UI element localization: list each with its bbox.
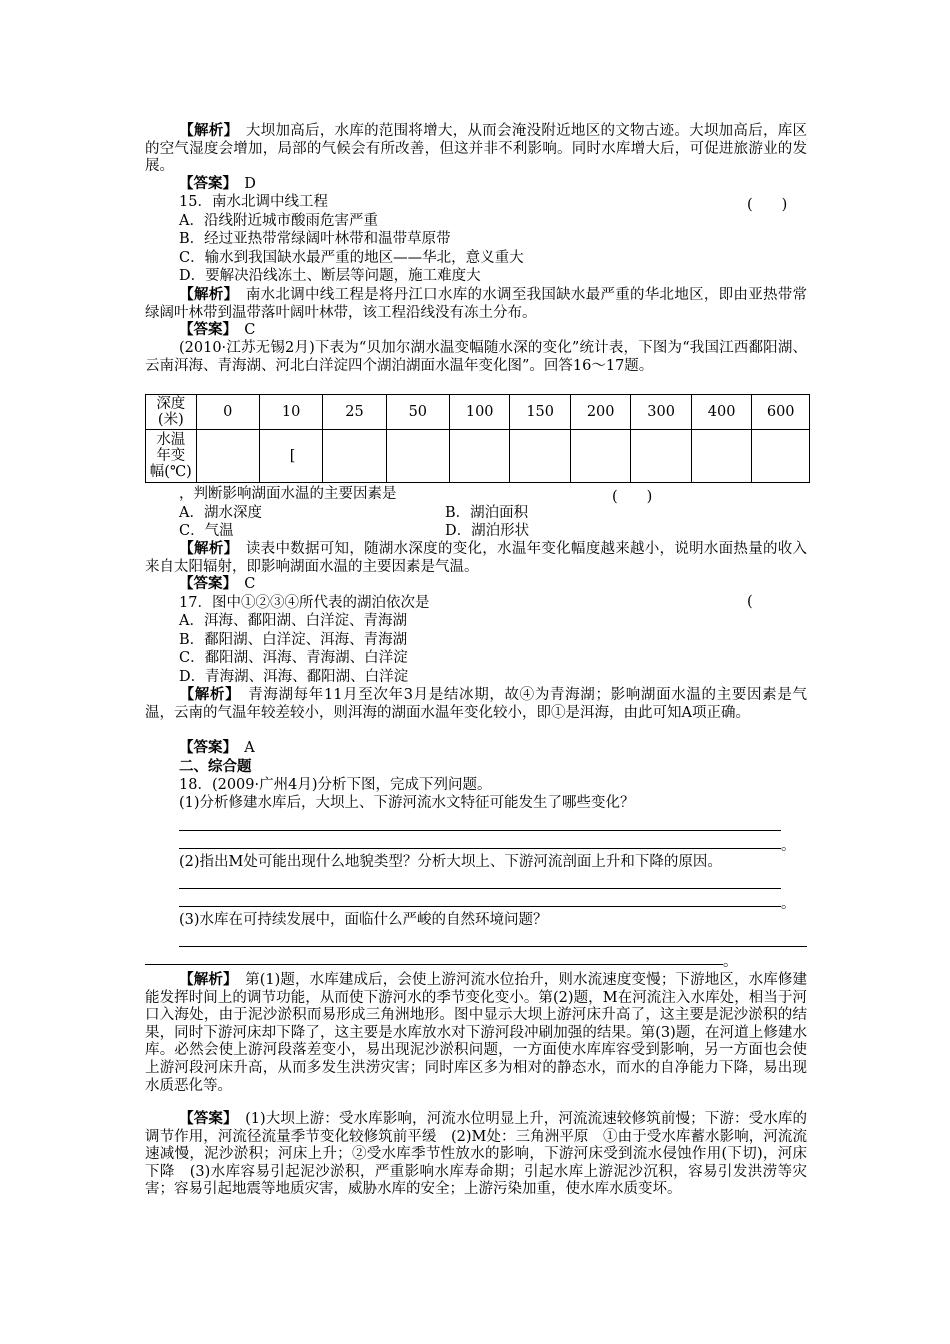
q16-answer <box>179 575 255 593</box>
q17-answer-value: A <box>244 740 255 756</box>
depth-cell: 25 <box>323 395 386 430</box>
q16-option-d: D．湖泊形状 <box>445 523 530 539</box>
q17-answer-paren: ( <box>747 594 753 610</box>
q15-option-b: B．经过亚热带常绿阔叶林带和温带草原带 <box>179 231 451 247</box>
q17-option-a: A．洱海、鄱阳湖、白洋淀、青海湖 <box>179 613 407 629</box>
depth-cell: 150 <box>510 395 570 430</box>
answer-blank-line[interactable] <box>179 946 807 947</box>
answer-blank-line[interactable] <box>145 964 723 965</box>
answer-blank-line[interactable] <box>179 888 781 889</box>
temp-cell <box>196 430 259 483</box>
q16-stem: ，判断影响湖面水温的主要因素是 <box>179 486 397 502</box>
q18-sub1: (1)分析修建水库后，大坝上、下游河流水文特征可能发生了哪些变化？ <box>179 795 635 811</box>
q17-stem: 17．图中①②③④所代表的湖泊依次是 <box>179 595 430 611</box>
q17-analysis-text: 青海湖每年11月至次年3月是结冰期，故④为青海湖；影响湖面水温的主要因素是气温，云南的气温年较差较小，则洱海的湖面水温年变化较小，即①是洱海，由此可知A项正确。 <box>145 687 807 721</box>
intro-text: (2010·江苏无锡2月)下表为“贝加尔湖水温变幅随水深的变化”统计表，下图为“我国江西鄱阳湖、云南洱海、青海湖、河北白洋淀四个湖泊湖面水温年变化图”。回答16～17题。 <box>145 340 807 374</box>
q14-analysis-label: 【解析】 <box>179 122 232 139</box>
depth-cell: 10 <box>259 395 323 430</box>
temp-cell <box>323 430 386 483</box>
temp-cell <box>510 430 570 483</box>
q18-answer-text: (1)大坝上游：受水库影响，河流水位明显上升，河流流速较修筑前慢；下游：受水库的调节作用，河流径流量季节变化较修筑前平缓 (2)M处：三角洲平原 ①由于受水库蓄水影响，河流流速减慢，泥沙淤积；河床上升；②受水库季节性放水的影响，下游河床受到流水侵蚀作用(下切)，河床下降 (3)水库容易引起泥沙淤积，严重影响水库寿命期；引起水库上游泥沙沉积，容易引发洪涝等灾害；容易引起地震等地质灾害，威胁水库的安全；上游污染加重，使水库水质变坏。 <box>145 1111 808 1198</box>
q15-analysis <box>145 286 807 322</box>
blank-end-mark: 。 <box>781 896 796 912</box>
table-row-depth <box>146 395 810 430</box>
intro-16-17 <box>145 340 807 375</box>
q18-analysis-text: 第(1)题，水库建成后，会使上游河流水位抬升，则水流速度变慢；下游地区，水库修建能发挥时间上的调节功能，从而使下游河水的季节变化变小。第(2)题，M在河流注入水库处，相当于河口入海处，由于泥沙淤积而易形成三角洲地形。图中显示大坝上游河床升高了，这主要是泥沙淤积的结果，同时下游河床却下降了，这主要是水库放水对下游河段冲刷加强的结果。第(3)题，在河道上修建水库。必然会使上游河段落差变小，易出现泥沙淤积问题，一方面使水库库容受到影响，另一方面也会使上游河段河床升高，从而多发生洪涝灾害；同时库区多为相对的静态水，而水的自净能力下降，易出现水质恶化等。 <box>145 972 808 1094</box>
temp-cell <box>691 430 751 483</box>
q18-sub3: (3)水库在可持续发展中，面临什么严峻的自然环境问题？ <box>179 912 548 928</box>
depth-cell: 200 <box>570 395 630 430</box>
q16-analysis-text: 读表中数据可知，随湖水深度的变化，水温年变化幅度越来越小，说明水面热量的收入来自太阳辐射，即影响湖面水温的主要因素是气温。 <box>145 541 808 575</box>
q15-answer-label: 【答案】 <box>179 321 230 338</box>
q14-answer-label: 【答案】 <box>179 175 230 192</box>
q17-option-d: D．青海湖、洱海、鄱阳湖、白洋淀 <box>179 669 409 685</box>
q15-analysis-label: 【解析】 <box>179 286 232 303</box>
blank-end-mark: 。 <box>781 838 796 854</box>
q17-option-b: B．鄱阳湖、白洋淀、洱海、青海湖 <box>179 632 408 648</box>
q14-analysis-text: 大坝加高后，水库的范围将增大，从而会淹没附近地区的文物古迹。大坝加高后，库区的空气湿度会增加，局部的气候会有所改善，但这并非不利影响。同时水库增大后，可促进旅游业的发展。 <box>145 123 808 175</box>
q15-stem: 15．南水北调中线工程 <box>179 194 328 210</box>
depth-cell: 100 <box>449 395 509 430</box>
q15-option-a: A．沿线附近城市酸雨危害严重 <box>179 213 378 229</box>
temp-header: 水温 年变 幅(℃) <box>146 430 197 483</box>
q17-answer-label: 【答案】 <box>179 739 230 756</box>
q15-answer-paren: ( ) <box>747 197 788 213</box>
q14-answer-value: D <box>244 176 256 192</box>
temp-cell <box>386 430 449 483</box>
temp-cell <box>752 430 810 483</box>
depth-cell: 50 <box>386 395 449 430</box>
temp-cell <box>449 430 509 483</box>
q16-analysis-label: 【解析】 <box>179 540 232 557</box>
q14-analysis <box>145 122 807 176</box>
q15-answer <box>179 321 255 339</box>
depth-cell: 400 <box>691 395 751 430</box>
answer-blank-line[interactable] <box>179 830 781 831</box>
q16-answer-value: C <box>244 576 256 592</box>
q18-analysis <box>145 971 807 1095</box>
q18-answer-label: 【答案】 <box>179 1110 231 1127</box>
answer-blank-line[interactable] <box>179 906 781 907</box>
depth-header: 深度 (米) <box>146 395 197 430</box>
depth-temperature-table <box>145 394 810 483</box>
q16-option-b: B．湖泊面积 <box>445 505 529 521</box>
temp-cell: [ <box>259 430 323 483</box>
q16-answer-paren: ( ) <box>612 489 653 505</box>
q18-stem: 18．(2009·广州4月)分析下图，完成下列问题。 <box>179 777 492 793</box>
table-row-temperature <box>146 430 810 483</box>
q17-option-c: C．鄱阳湖、洱海、青海湖、白洋淀 <box>179 650 408 666</box>
q18-answer <box>145 1110 807 1199</box>
temp-cell <box>570 430 630 483</box>
section-heading: 二、综合题 <box>179 758 252 775</box>
q17-analysis <box>145 686 807 722</box>
blank-end-mark: 。 <box>723 954 738 970</box>
q18-sub2: (2)指出M处可能出现什么地貌类型？分析大坝上、下游河流剖面上升和下降的原因。 <box>179 854 722 870</box>
answer-blank-line[interactable] <box>179 848 781 849</box>
depth-cell: 0 <box>196 395 259 430</box>
q15-analysis-text: 南水北调中线工程是将丹江口水库的水调至我国缺水最严重的华北地区，即由亚热带常绿阔叶林带到温带落叶阔叶林带，该工程沿线没有冻土分布。 <box>145 287 808 321</box>
q17-answer <box>179 739 255 757</box>
q14-answer <box>179 175 256 193</box>
q16-option-c: C．气温 <box>179 523 234 539</box>
q16-answer-label: 【答案】 <box>179 575 230 592</box>
temp-cell <box>631 430 691 483</box>
q18-analysis-label: 【解析】 <box>179 971 231 988</box>
q17-analysis-label: 【解析】 <box>179 686 234 703</box>
q15-option-c: C．输水到我国缺水最严重的地区——华北，意义重大 <box>179 250 524 266</box>
q16-option-a: A．湖水深度 <box>179 505 262 521</box>
depth-cell: 600 <box>752 395 810 430</box>
q15-answer-value: C <box>244 322 256 338</box>
depth-cell: 300 <box>631 395 691 430</box>
q16-analysis <box>145 540 807 576</box>
q15-option-d: D．要解决沿线冻土、断层等问题，施工难度大 <box>179 268 481 284</box>
